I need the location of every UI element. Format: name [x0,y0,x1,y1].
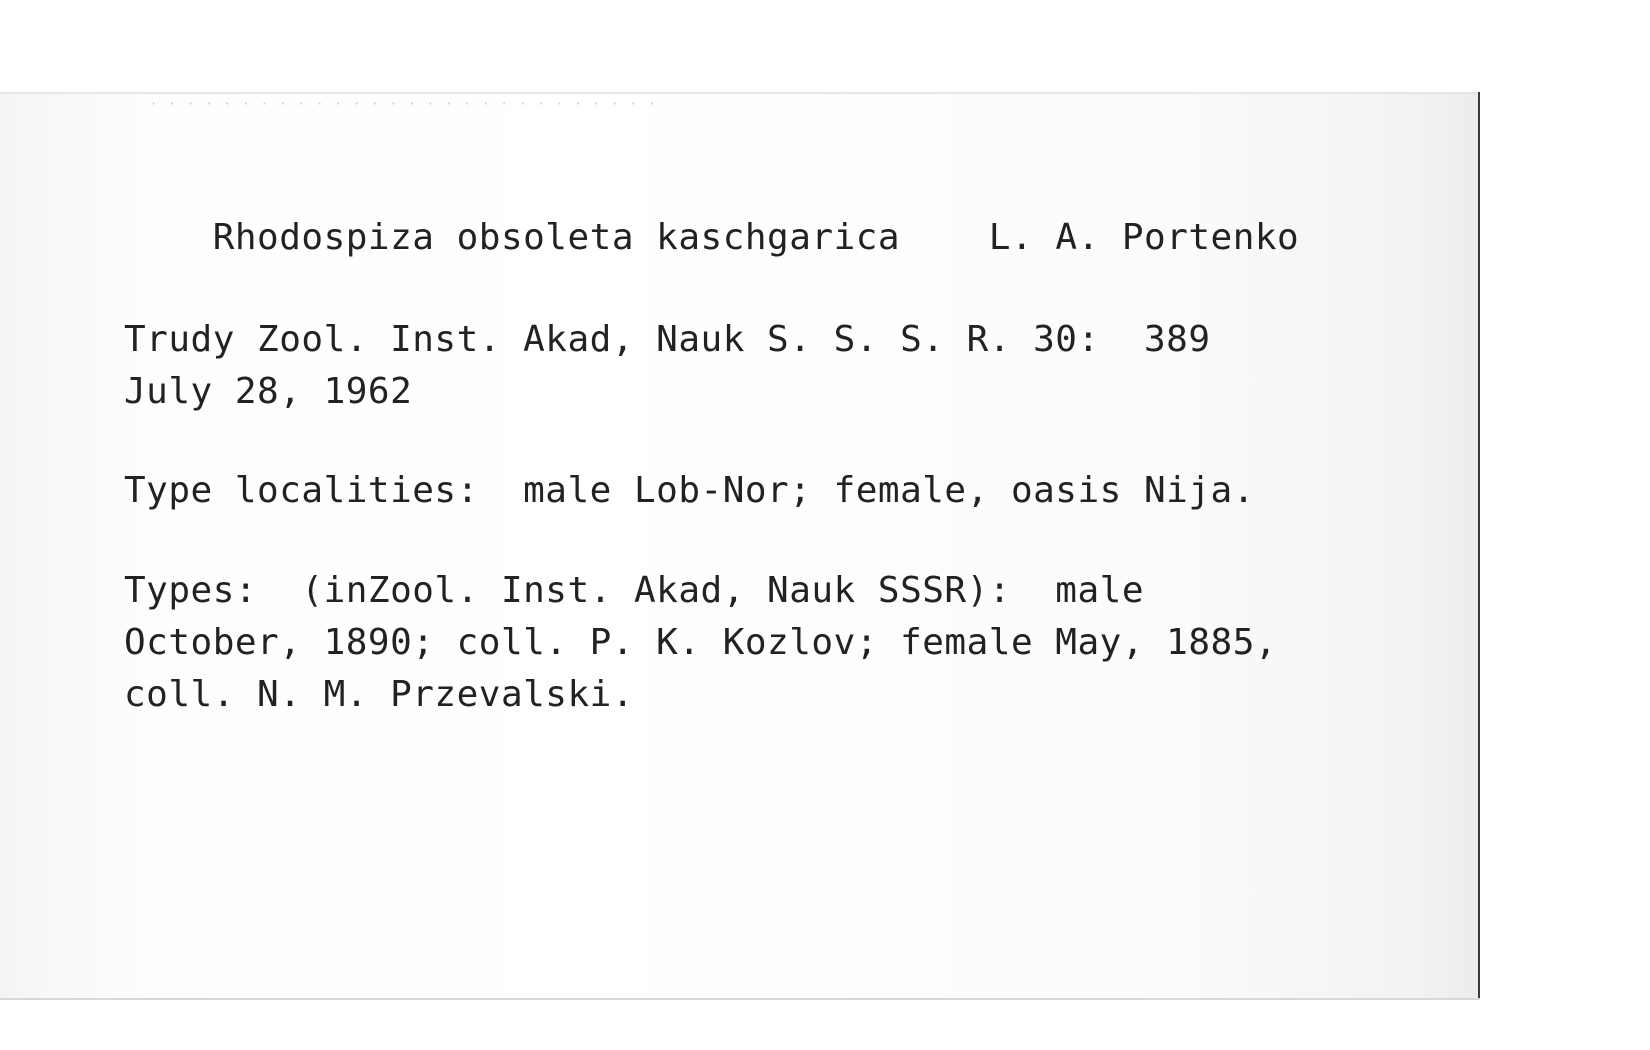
types-line-3: coll. N. M. Przevalski. [124,674,634,715]
citation-line-1: Trudy Zool. Inst. Akad, Nauk S. S. S. R. 30: 389 [124,319,1211,360]
types-line-2: October, 1890; coll. P. K. Kozlov; female May, 1885, [124,622,1278,663]
bleed-through-strip: · · · · · · · · · · · · · · · · · · · · · · · · · · · · [150,100,658,108]
card-edge [1478,92,1480,998]
heading-gap [900,217,989,258]
type-localities: Type localities: male Lob-Nor; female, oasis Nija. [124,470,1255,511]
taxon-heading [124,160,1300,258]
taxon-name: Rhodospiza obsoleta kaschgarica [212,217,901,258]
types-line-1: Types: (inZool. Inst. Akad, Nauk SSSR): male [124,570,1144,611]
citation-line-2: July 28, 1962 [124,371,413,412]
author-name: L. A. Portenko [988,217,1300,258]
